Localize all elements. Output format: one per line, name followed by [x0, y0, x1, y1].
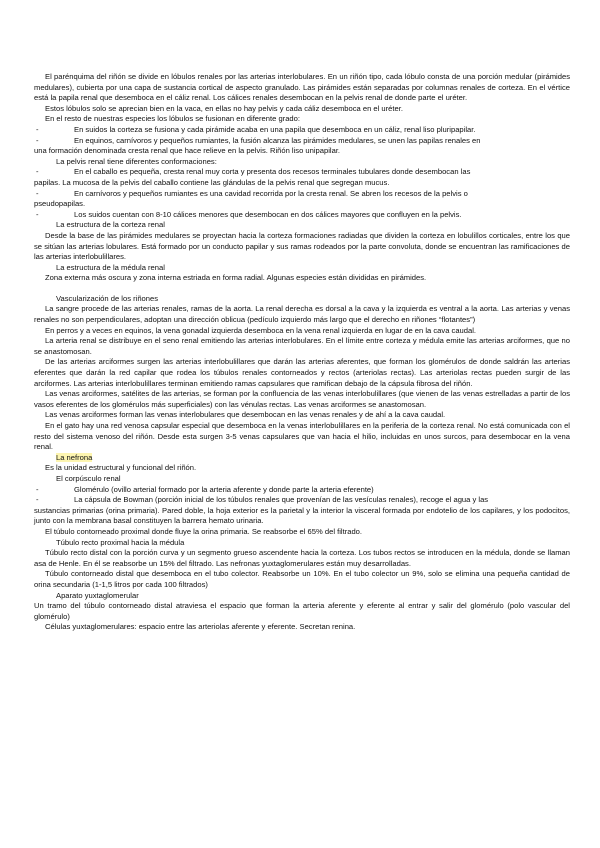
list-item	[34, 125, 570, 136]
paragraph: Las venas arciformes forman las venas interlobulares que desembocan en las venas renales y de ahí a la cava caudal.	[45, 410, 446, 420]
section-heading: La estructura de la corteza renal	[56, 220, 165, 230]
paragraph: Células yuxtaglomerulares: espacio entre las arteriolas aferente y eferente. Secretan renina.	[45, 622, 356, 632]
section-heading: La pelvis renal tiene diferentes conformaciones:	[56, 156, 217, 166]
paragraph: Es la unidad estructural y funcional del riñón.	[45, 463, 197, 473]
section-heading: El corpúsculo renal	[56, 473, 121, 483]
list-item-text: Los suidos cuentan con 8-10 cálices menores que desembocan en dos cálices mayores que confluyen en la pelvis.	[74, 209, 462, 219]
list-item-text: Glomérulo (ovillo arterial formado por la arteria aferente y donde parte la arteria eferente)	[74, 484, 374, 494]
list-item	[34, 485, 570, 496]
bullet-dash: -	[36, 124, 39, 134]
paragraph: De las arterias arciformes surgen las arterias interlobulillares que darán las arterias aferentes, que forman los glomérulos de donde saldrán las arterias eferentes que darán la red capilar que rodea los túbulos renales contorneados y rectos (arteriolas rectas). Las arteriolas rectas pueden surgir de las arciformes. Las arterias interlobulillares terminan emitiendo ramas capsulares que ramifican debajo de la cápsula fibrosa del riñón.	[34, 357, 570, 388]
section-heading: Vascularización de los riñones	[56, 293, 159, 303]
section-heading: Aparato yuxtaglomerular	[56, 590, 139, 600]
list-item	[34, 495, 570, 506]
list-item-text: En el caballo es pequeña, cresta renal muy corta y presenta dos recesos terminales tubulares donde desembocan las	[74, 167, 471, 177]
bullet-dash: -	[36, 135, 39, 145]
bullet-dash: -	[36, 209, 39, 219]
list-item-text: En carnívoros y pequeños rumiantes es una cavidad recorrida por la cresta renal. Se abren los recesos de la pelvis o	[74, 188, 468, 198]
list-item-continuation: papilas. La mucosa de la pelvis del caballo contiene las glándulas de la pelvis renal que segregan mucus.	[34, 177, 390, 187]
highlighted-heading-text: La nefrona	[56, 452, 93, 462]
section-heading	[34, 453, 570, 464]
bullet-dash: -	[36, 484, 39, 494]
list-item-continuation: sustancias primarias (orina primaria). Pared doble, la hoja exterior es la parietal y la interior la visceral formada por endotelio de los capilares, y los podocitos, junto con la membrana basal constituyen la barrera hemato urinaria.	[34, 505, 570, 526]
paragraph: Túbulo contorneado distal que desemboca en el tubo colector. Reabsorbe un 10%. En el tubo colector un 9%, solo se elimina una pequeña cantidad de orina secundaria (1-1,5 litros por cada 100 filtrados)	[34, 569, 570, 589]
bullet-dash: -	[36, 495, 39, 505]
paragraph: Las venas arciformes, satélites de las arterias, se forman por la confluencia de las venas interlobulillares (que vienen de las venas estrelladas a partir de los vasos eferentes de los glomérulos más superficiales) con las vénulas rectas. Las venas arciformes se anastomosan.	[34, 389, 570, 409]
paragraph: En el resto de nuestras especies los lóbulos se fusionan en diferente grado:	[45, 114, 300, 124]
paragraph: En el gato hay una red venosa capsular especial que desemboca en la venas interlobulillares en la periferia de la corteza renal. No está comunicada con el resto del sistema venoso del riñón. Desde esta surgen 3-5 venas capsulares que van hacia el hilio, incluidas en unos surcos, para desembocar en la vena renal.	[34, 421, 570, 452]
list-item	[34, 167, 570, 178]
spacer	[34, 284, 570, 294]
paragraph: El túbulo contorneado proximal donde fluye la orina primaria. Se reabsorbe el 65% del filtrado.	[45, 526, 363, 536]
document-page	[34, 72, 570, 633]
list-item	[34, 136, 570, 147]
list-item-text: En equinos, carnívoros y pequeños rumiantes, la fusión alcanza las pirámides medulares, se unen las papilas renales en	[74, 135, 481, 145]
paragraph: Túbulo recto distal con la porción curva y un segmento grueso ascendente hacia la corteza. Los tubos rectos se introducen en la médula, donde se llaman asa de Henle. En él se reabsorbe un 15% del filtrado. Las nefronas yuxtaglomerulares están muy desarrolladas.	[34, 548, 570, 568]
paragraph: Un tramo del túbulo contorneado distal atraviesa el espacio que forman la arteria aferente y eferente al entrar y salir del glomérulo (polo vascular del glomérulo)	[34, 601, 570, 621]
paragraph: Zona externa más oscura y zona interna estriada en forma radial. Algunas especies están divididas en pirámides.	[45, 273, 427, 283]
bullet-dash: -	[36, 188, 39, 198]
list-item-continuation: una formación denominada cresta renal que hace relieve en la pelvis. Riñón liso unipapilar.	[34, 146, 341, 156]
list-item	[34, 189, 570, 200]
section-heading: La estructura de la médula renal	[56, 262, 165, 272]
paragraph: El parénquima del riñón se divide en lóbulos renales por las arterias interlobulares. En un riñón tipo, cada lóbulo consta de una porción medular (pirámides medulares), cubierta por una capa de sustancia cortical de aspecto granulado. Las pirámides están separadas por columnas renales de corteza. En el vértice está la papila renal que desemboca en el cáliz renal. Los cálices renales desembocan en la pelvis renal de donde parte el uréter.	[34, 72, 570, 103]
bullet-dash: -	[36, 167, 39, 177]
paragraph: La sangre procede de las arterias renales, ramas de la aorta. La renal derecha es dorsal a la cava y la izquierda es ventral a la aorta. Las arterias y venas renales no son perpendiculares, adoptan una dirección oblicua (pedículo izquierdo más largo que el derecho en riñones “flotantes”)	[34, 304, 570, 325]
list-item-continuation: pseudopapilas.	[34, 199, 86, 209]
paragraph: Estos lóbulos solo se aprecian bien en la vaca, en ellas no hay pelvis y cada cáliz desemboca en el uréter.	[45, 103, 403, 113]
list-item-text: En suidos la corteza se fusiona y cada pirámide acaba en una papila que desemboca en un cáliz, renal liso pluripapilar.	[74, 124, 476, 134]
paragraph: La arteria renal se distribuye en el seno renal emitiendo las arterias interlobulares. En el límite entre corteza y médula emite las arterias arciformes, que no se anastomosan.	[34, 336, 570, 356]
list-item-text: La cápsula de Bowman (porción inicial de los túbulos renales que provenían de las vesículas renales), recoge el agua y las	[74, 495, 489, 505]
paragraph: Desde la base de las pirámides medulares se proyectan hacia la corteza formaciones radiadas que dividen la corteza en lobulillos corticales, entre los que se sitúan las arterias lobulares. Está formado por un conducto papilar y sus ramas rodeados por la parte convoluta, donde se encuentran las ramificaciones de las arterias interlobulillares.	[34, 230, 570, 262]
list-item	[34, 210, 570, 221]
paragraph: En perros y a veces en equinos, la vena gonadal izquierda desemboca en la vena renal izquierda en lugar de en la cava caudal.	[45, 325, 477, 335]
section-heading: Túbulo recto proximal hacia la médula	[56, 537, 185, 547]
